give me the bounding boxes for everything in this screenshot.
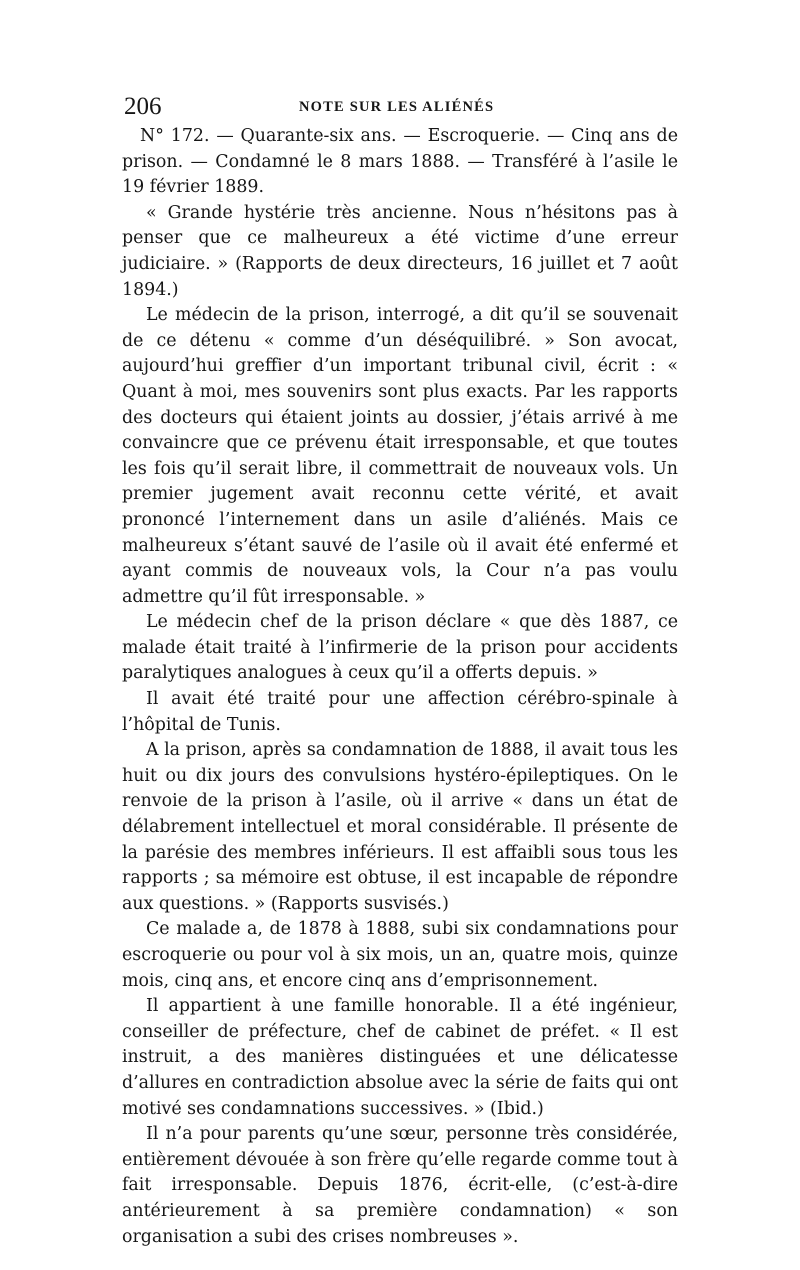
prison-doctor-avocat-paragraph: Le médecin de la prison, interrogé, a dit qu’il se souvenait de ce détenu « comme d’un déséquilibré. » Son avocat, aujourd’hui greffier d’un important tribunal civil, écrit : « Quant à moi, mes souvenirs sont plus exacts. Par les rapports des docteurs qui étaient joints au dossier, j’étais arrivé à me convaincre que ce prévenu était irresponsable, et que toutes les fois qu’il serait libre, il commettrait de nouveaux vols. Un premier jugement avait reconnu cette vérité, et avait prononcé l’internement dans un asile d’aliénés. Mais ce malheureux s’étant sauvé de l’asile où il avait été enfermé et ayant commis de nouveaux vols, la Cour n’a pas voulu admettre qu’il fût irresponsable. » [122,305,678,607]
page-header [124,92,674,122]
case-heading-paragraph: N° 172. — Quarante-six ans. — Escroquerie. — Cinq ans de prison. — Condamné le 8 mars 1888. — Transféré à l’asile le 19 février 1889. [122,126,678,198]
chief-physician-paragraph: Le médecin chef de la prison déclare « que dès 1887, ce malade était traité à l’infirmerie de la prison pour accidents paralytiques analogues à ceux qu’il a offerts depuis. » [122,612,678,684]
directors-report-paragraph: « Grande hystérie très ancienne. Nous n’hésitons pas à penser que ce malheureux a été victime d’une erreur judiciaire. » (Rapports de deux directeurs, 16 juillet et 7 août 1894.) [122,202,678,300]
family-paragraph: Il appartient à une famille honorable. Il a été ingénieur, conseiller de préfecture, chef de cabinet de préfet. « Il est instruit, a des manières distinguées et une délicatesse d’allures en contradiction absolue avec la série de faits qui ont motivé ses condamnations successives. » (Ibid.) [122,996,678,1119]
body-text [122,124,678,1250]
running-head: NOTE SUR LES ALIÉNÉS [299,99,495,115]
convictions-paragraph: Ce malade a, de 1878 à 1888, subi six condamnations pour escroquerie ou pour vol à six mois, un an, quatre mois, quinze mois, cinq ans, et encore cinq ans d’emprisonnement. [122,919,678,991]
page-number: 206 [124,93,162,120]
tunis-hospital-paragraph: Il avait été traité pour une affection cérébro-spinale à l’hôpital de Tunis. [122,689,678,735]
prison-convulsions-paragraph: A la prison, après sa condamnation de 1888, il avait tous les huit ou dix jours des convulsions hystéro-épileptiques. On le renvoie de la prison à l’asile, où il arrive « dans un état de délabrement intellectuel et moral considérable. Il présente de la parésie des membres inférieurs. Il est affaibli sous tous les rapports ; sa mémoire est obtuse, il est incapable de répondre aux questions. » (Rapports susvisés.) [122,740,678,914]
sister-paragraph: Il n’a pour parents qu’une sœur, personne très considérée, entièrement dévouée à son frère qu’elle regarde comme tout à fait irresponsable. Depuis 1876, écrit-elle, (c’est-à-dire antérieurement à sa première condamnation) « son organisation a subi des crises nombreuses ». [122,1124,678,1247]
